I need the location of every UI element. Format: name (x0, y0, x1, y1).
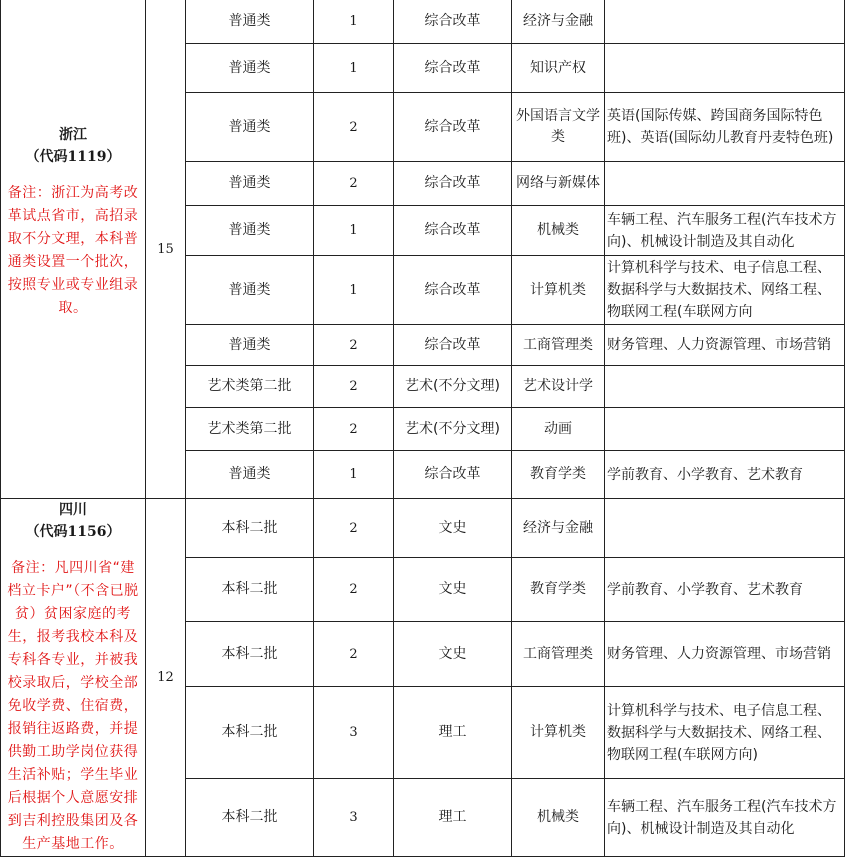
category-cell: 教育学类 (512, 558, 605, 622)
category-cell: 工商管理类 (512, 622, 605, 686)
subject-cell: 艺术(不分文理) (394, 408, 512, 451)
majors-cell: 车辆工程、汽车服务工程(汽车技术方向)、机械设计制造及其自动化 (605, 779, 845, 857)
majors-cell: 财务管理、人力资源管理、市场营销 (605, 325, 845, 366)
majors-cell: 学前教育、小学教育、艺术教育 (605, 558, 845, 622)
plan-count-cell: 1 (314, 206, 394, 256)
plan-count-cell: 3 (314, 779, 394, 857)
majors-cell (605, 499, 845, 558)
majors-cell (605, 366, 845, 408)
plan-total: 12 (146, 499, 186, 857)
batch-cell: 普通类 (186, 451, 314, 499)
plan-count-cell: 2 (314, 366, 394, 408)
category-cell: 外国语言文学类 (512, 93, 605, 162)
category-cell: 计算机类 (512, 256, 605, 325)
plan-count-cell: 2 (314, 325, 394, 366)
subject-cell: 综合改革 (394, 206, 512, 256)
batch-cell: 普通类 (186, 162, 314, 206)
batch-cell: 本科二批 (186, 622, 314, 686)
subject-cell: 综合改革 (394, 0, 512, 44)
batch-cell: 普通类 (186, 0, 314, 44)
plan-count-cell: 1 (314, 256, 394, 325)
plan-count-cell: 1 (314, 44, 394, 93)
subject-cell: 综合改革 (394, 162, 512, 206)
category-cell: 经济与金融 (512, 499, 605, 558)
plan-count-cell: 1 (314, 451, 394, 499)
province-name: 四川 (59, 502, 87, 518)
batch-cell: 艺术类第二批 (186, 408, 314, 451)
category-cell: 网络与新媒体 (512, 162, 605, 206)
province-note: 备注：凡四川省“建档立卡户”（不含已脱贫）贫困家庭的考生，报考我校本科及专科各专业，并被我校录取后，学校全部免收学费、住宿费，报销往返路费，并提供勤工助学岗位获得生活补贴；学生毕业后根据个人意愿安排到吉利控股集团及各生产基地工作。 (7, 560, 139, 852)
subject-cell: 文史 (394, 499, 512, 558)
batch-cell: 普通类 (186, 325, 314, 366)
subject-cell: 艺术(不分文理) (394, 366, 512, 408)
subject-cell: 文史 (394, 558, 512, 622)
majors-cell: 计算机科学与技术、电子信息工程、数据科学与大数据技术、网络工程、物联网工程(车联网方向) (605, 686, 845, 779)
plan-count-cell: 2 (314, 162, 394, 206)
category-cell: 工商管理类 (512, 325, 605, 366)
plan-count-cell: 3 (314, 686, 394, 779)
category-cell: 知识产权 (512, 44, 605, 93)
plan-count-cell: 2 (314, 93, 394, 162)
batch-cell: 艺术类第二批 (186, 366, 314, 408)
subject-cell: 文史 (394, 622, 512, 686)
province-code: （代码1156） (25, 524, 121, 540)
plan-count-cell: 1 (314, 0, 394, 44)
category-cell: 机械类 (512, 206, 605, 256)
province-cell-sichuan (1, 499, 146, 857)
plan-count-cell: 2 (314, 408, 394, 451)
table-row (1, 0, 845, 44)
majors-cell (605, 162, 845, 206)
batch-cell: 本科二批 (186, 779, 314, 857)
batch-cell: 普通类 (186, 44, 314, 93)
batch-cell: 本科二批 (186, 499, 314, 558)
province-cell-zhejiang (1, 0, 146, 499)
majors-cell: 学前教育、小学教育、艺术教育 (605, 451, 845, 499)
batch-cell: 普通类 (186, 256, 314, 325)
subject-cell: 综合改革 (394, 451, 512, 499)
batch-cell: 本科二批 (186, 686, 314, 779)
plan-count-cell: 2 (314, 558, 394, 622)
category-cell: 艺术设计学 (512, 366, 605, 408)
subject-cell: 综合改革 (394, 44, 512, 93)
province-note: 备注：浙江为高考改革试点省市，高招录取不分文理，本科普通类设置一个批次，按照专业或专业组录取。 (7, 185, 139, 316)
majors-cell: 车辆工程、汽车服务工程(汽车技术方向)、机械设计制造及其自动化 (605, 206, 845, 256)
category-cell: 机械类 (512, 779, 605, 857)
majors-cell (605, 44, 845, 93)
batch-cell: 普通类 (186, 93, 314, 162)
subject-cell: 理工 (394, 779, 512, 857)
table-row (1, 499, 845, 558)
plan-count-cell: 2 (314, 622, 394, 686)
category-cell: 教育学类 (512, 451, 605, 499)
subject-cell: 综合改革 (394, 93, 512, 162)
majors-cell: 计算机科学与技术、电子信息工程、数据科学与大数据技术、网络工程、物联网工程(车联网方向 (605, 256, 845, 325)
category-cell: 经济与金融 (512, 0, 605, 44)
batch-cell: 本科二批 (186, 558, 314, 622)
batch-cell: 普通类 (186, 206, 314, 256)
majors-cell: 英语(国际传媒、跨国商务国际特色班)、英语(国际幼儿教育丹麦特色班) (605, 93, 845, 162)
subject-cell: 综合改革 (394, 325, 512, 366)
province-code: （代码1119） (25, 149, 121, 165)
majors-cell: 财务管理、人力资源管理、市场营销 (605, 622, 845, 686)
subject-cell: 综合改革 (394, 256, 512, 325)
majors-cell (605, 0, 845, 44)
plan-count-cell: 2 (314, 499, 394, 558)
subject-cell: 理工 (394, 686, 512, 779)
plan-total: 15 (146, 0, 186, 499)
province-name: 浙江 (59, 127, 87, 143)
category-cell: 动画 (512, 408, 605, 451)
category-cell: 计算机类 (512, 686, 605, 779)
majors-cell (605, 408, 845, 451)
